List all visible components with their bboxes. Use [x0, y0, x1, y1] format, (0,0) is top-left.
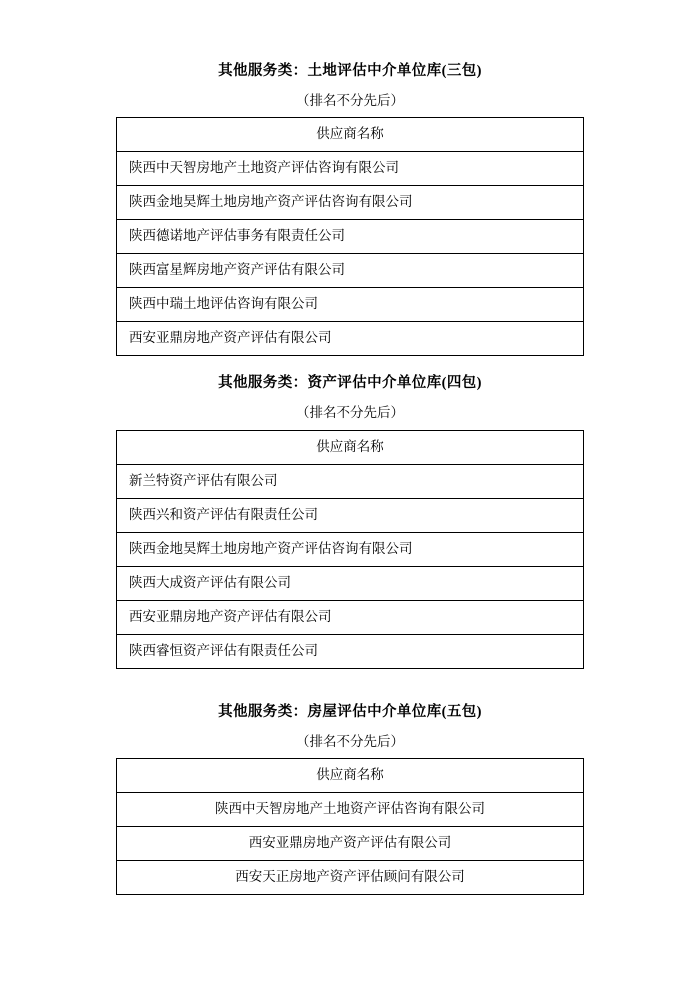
table-header-row: [117, 118, 584, 152]
supplier-name-cell: 陕西德诺地产评估事务有限责任公司: [117, 220, 584, 254]
supplier-name-cell: 陕西兴和资产评估有限责任公司: [117, 498, 584, 532]
supplier-table: [116, 117, 584, 356]
column-header-supplier-name: 供应商名称: [117, 759, 584, 793]
supplier-name-cell: 陕西中天智房地产土地资产评估咨询有限公司: [117, 152, 584, 186]
supplier-name-cell: 陕西富星辉房地产资产评估有限公司: [117, 254, 584, 288]
section-gap: [56, 360, 644, 374]
supplier-name-cell: 西安亚鼎房地产资产评估有限公司: [117, 600, 584, 634]
table-row: [117, 634, 584, 668]
table-header-row: [117, 759, 584, 793]
table-row: [117, 152, 584, 186]
section-housing-appraisal: [56, 703, 644, 895]
supplier-name-cell: 西安天正房地产资产评估顾问有限公司: [117, 861, 584, 895]
supplier-name-cell: 陕西金地昊辉土地房地产资产评估咨询有限公司: [117, 532, 584, 566]
table-row: [117, 220, 584, 254]
supplier-table: [116, 758, 584, 895]
section-subtitle: （排名不分先后）: [296, 405, 404, 421]
supplier-name-cell: 陕西中天智房地产土地资产评估咨询有限公司: [117, 793, 584, 827]
table-row: [117, 827, 584, 861]
table-row: [117, 600, 584, 634]
section-title: 其他服务类：土地评估中介单位库(三包): [218, 63, 482, 79]
section-subtitle: （排名不分先后）: [296, 733, 404, 749]
table-row: [117, 464, 584, 498]
table-row: [117, 322, 584, 356]
table-row: [117, 288, 584, 322]
supplier-name-cell: 陕西金地昊辉土地房地产资产评估咨询有限公司: [117, 186, 584, 220]
column-header-supplier-name: 供应商名称: [117, 430, 584, 464]
table-row: [117, 186, 584, 220]
supplier-name-cell: 新兰特资产评估有限公司: [117, 464, 584, 498]
table-row: [117, 532, 584, 566]
table-row: [117, 793, 584, 827]
section-title: 其他服务类：房屋评估中介单位库(五包): [218, 703, 482, 720]
section-land-appraisal: [56, 62, 644, 356]
supplier-name-cell: 陕西大成资产评估有限公司: [117, 566, 584, 600]
table-header-row: [117, 430, 584, 464]
section-title: 其他服务类：资产评估中介单位库(四包): [218, 375, 482, 392]
column-header-supplier-name: 供应商名称: [117, 118, 584, 152]
section-asset-appraisal: [56, 374, 644, 668]
supplier-name-cell: 西安亚鼎房地产资产评估有限公司: [117, 322, 584, 356]
section-gap: [56, 673, 644, 703]
table-row: [117, 254, 584, 288]
table-row: [117, 498, 584, 532]
supplier-table: [116, 430, 584, 669]
section-subtitle: （排名不分先后）: [296, 92, 404, 108]
table-row: [117, 861, 584, 895]
supplier-name-cell: 陕西睿恒资产评估有限责任公司: [117, 634, 584, 668]
table-row: [117, 566, 584, 600]
supplier-name-cell: 西安亚鼎房地产资产评估有限公司: [117, 827, 584, 861]
supplier-name-cell: 陕西中瑞土地评估咨询有限公司: [117, 288, 584, 322]
